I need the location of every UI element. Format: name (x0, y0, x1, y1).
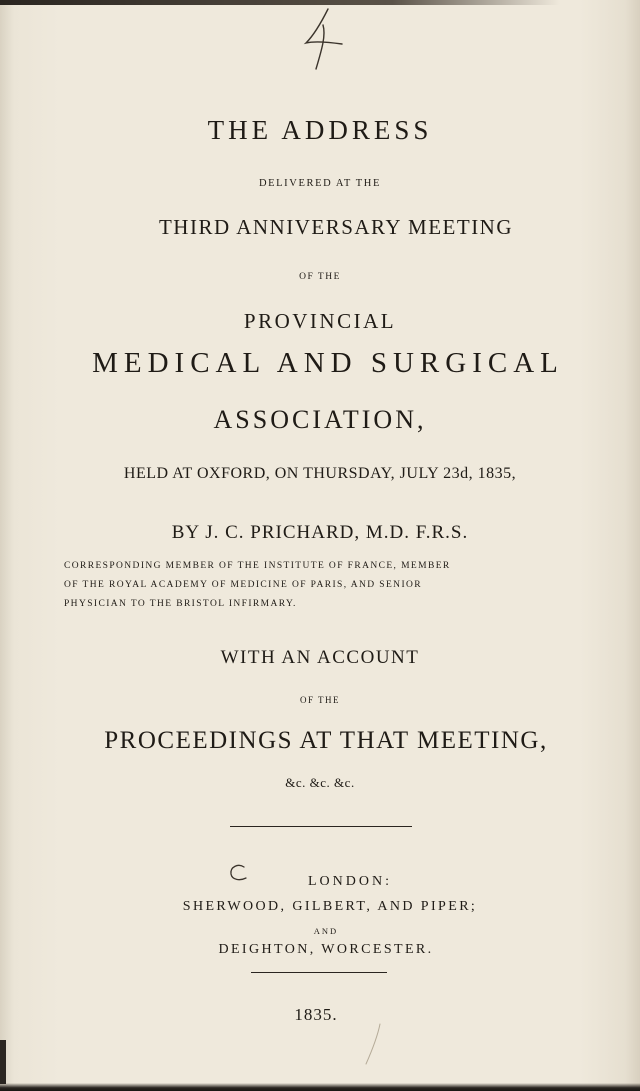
with-account-line: WITH AN ACCOUNT (220, 647, 420, 668)
binding-mark (0, 1040, 6, 1084)
association-line: ASSOCIATION, (213, 405, 427, 434)
handwritten-mark (282, 5, 362, 75)
provincial-line: PROVINCIAL (243, 309, 397, 333)
imprint-publishers: SHERWOOD, GILBERT, AND PIPER; (182, 899, 478, 914)
page-top-edge (0, 0, 560, 5)
credentials-line: CORRESPONDING MEMBER OF THE INSTITUTE OF FRANCE, MEMBER (64, 561, 451, 571)
of-the-line-2: OF THE (299, 695, 341, 705)
etc-line: &c. &c. &c. (285, 775, 355, 790)
pencil-mark (360, 1020, 390, 1070)
imprint-second-publisher: DEIGHTON, WORCESTER. (218, 942, 434, 957)
proceedings-line: PROCEEDINGS AT THAT MEETING, (104, 727, 548, 754)
of-the-line-1: OF THE (299, 272, 341, 282)
page-title: THE ADDRESS (207, 115, 433, 145)
credentials-line: OF THE ROYAL ACADEMY OF MEDICINE OF PARIS, AND SENIOR (64, 580, 423, 590)
held-at-line: HELD AT OXFORD, ON THURSDAY, JULY 23d, 1835, (123, 465, 517, 482)
author-line: BY J. C. PRICHARD, M.D. F.R.S. (171, 522, 469, 543)
author-credentials (64, 557, 584, 614)
publication-year: 1835. (294, 1005, 338, 1024)
imprint-and: AND (313, 926, 339, 936)
divider-rule (230, 826, 412, 827)
credentials-line: PHYSICIAN TO THE BRISTOL INFIRMARY. (64, 599, 297, 609)
delivered-line: DELIVERED AT THE (258, 178, 382, 189)
meeting-line: THIRD ANNIVERSARY MEETING (158, 215, 514, 239)
imprint-city: LONDON: (308, 874, 392, 889)
medical-surgical-line: MEDICAL AND SURGICAL (92, 347, 564, 379)
page-bottom-edge (0, 1083, 640, 1091)
year-rule (251, 972, 387, 973)
